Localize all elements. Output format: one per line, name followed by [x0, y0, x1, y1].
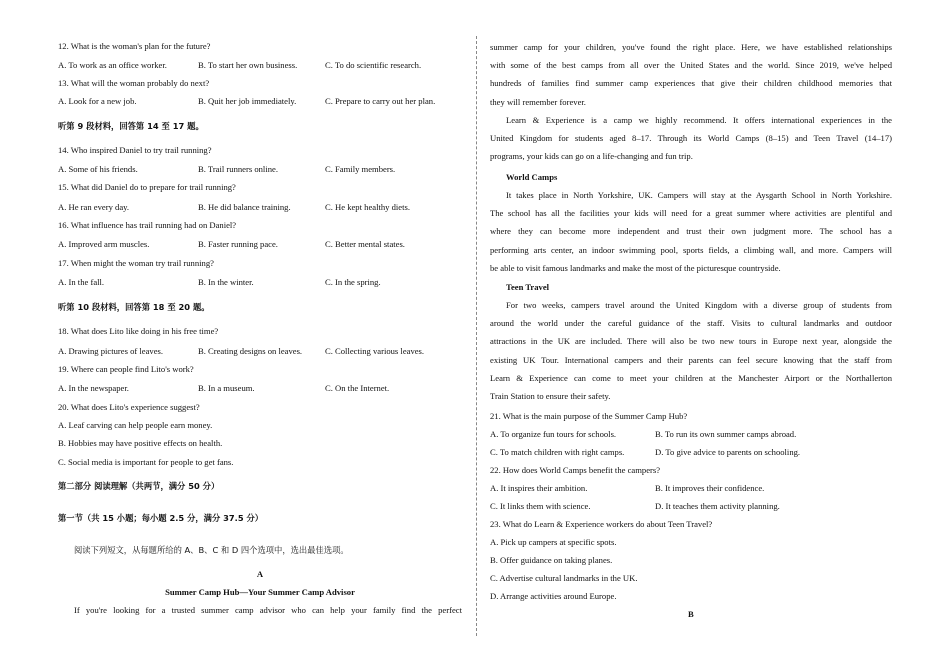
question-21-stem: 21. What is the main purpose of the Summer Camp Hub? [490, 411, 688, 421]
paragraph-line: with some of the best camps from all over the United States and the world. Since 2019, we've helped [490, 60, 892, 71]
question-16-stem: 16. What influence has trail running had on Daniel? [58, 220, 237, 230]
option-a: A. It inspires their ambition. [490, 483, 588, 493]
option-a: A. To organize fun tours for schools. [490, 429, 617, 439]
question-20-option-b: B. Hobbies may have positive effects on health. [58, 438, 223, 448]
option-c: C. Prepare to carry out her plan. [325, 96, 436, 106]
question-19-stem: 19. Where can people find Lito's work? [58, 364, 194, 374]
paragraph-line: It takes place in North Yorkshire, UK. Campers will stay at the Aysgarth School in North Yorkshire. [506, 190, 892, 200]
question-13-stem: 13. What will the woman probably do next? [58, 78, 210, 88]
question-17-stem: 17. When might the woman try trail running? [58, 258, 214, 268]
option-b: B. In the winter. [198, 277, 254, 287]
question-23-stem: 23. What do Learn & Experience workers do about Teen Travel? [490, 519, 713, 529]
option-b: B. To start her own business. [198, 60, 298, 70]
passage-paragraph-3 [490, 186, 892, 277]
column-divider [476, 36, 477, 636]
option-a: A. Some of his friends. [58, 164, 138, 174]
option-c: C. To match children with right camps. [490, 447, 625, 457]
paragraph-line: hundreds of families find summer camp experiences that give their children childhood memories that [490, 78, 892, 89]
reading-instruction: 阅读下列短文，从每题所给的 A、B、C 和 D 四个选项中，选出最佳选项。 [74, 545, 349, 555]
option-b: B. In a museum. [198, 383, 255, 393]
option-d: D. It teaches them activity planning. [655, 501, 780, 511]
option-b: B. It improves their confidence. [655, 483, 765, 493]
option-c: C. To do scientific research. [325, 60, 422, 70]
option-d: D. To give advice to parents on schooling. [655, 447, 801, 457]
passage-first-line: If you're looking for a trusted summer camp advisor who can help your family find the perfect [74, 605, 462, 615]
option-a: A. In the fall. [58, 277, 105, 287]
option-b: B. He did balance training. [198, 202, 291, 212]
option-c: C. He kept healthy diets. [325, 202, 410, 212]
question-22-stem: 22. How does World Camps benefit the campers? [490, 465, 661, 475]
passage-title: Summer Camp Hub—Your Summer Camp Advisor [165, 587, 355, 597]
section-one-header: 第一节（共 15 小题；每小题 2.5 分，满分 37.5 分） [58, 513, 264, 523]
paragraph-line: The school has all the facilities your kids will need for a great summer where activities are plentiful and [490, 208, 892, 219]
option-a: A. Drawing pictures of leaves. [58, 346, 164, 356]
paragraph-line: programs, your kids can go on a life-changing and fun trip. [490, 151, 693, 162]
option-c: C. Better mental states. [325, 239, 405, 249]
option-b: B. Trail runners online. [198, 164, 278, 174]
option-a: A. In the newspaper. [58, 383, 129, 393]
option-c: C. It links them with science. [490, 501, 591, 511]
option-c: C. Collecting various leaves. [325, 346, 425, 356]
paragraph-line: where they can become more independent and trust their own judgment more. The school has a [490, 226, 892, 237]
paragraph-line: summer camp for your children, you've found the right place. Here, we have established relationships [490, 42, 892, 52]
paragraph-line: around the world under the careful guidance of the staff. Visits to cultural landmarks and outdoor [490, 318, 892, 329]
paragraph-line: United Kingdom for students aged 8–17. Through its World Camps (8–15) and Teen Travel (14–17) [490, 133, 892, 144]
option-b: B. Quit her job immediately. [198, 96, 297, 106]
option-b: B. Faster running pace. [198, 239, 278, 249]
paragraph-line: they will remember forever. [490, 96, 586, 107]
option-b: B. To run its own summer camps abroad. [655, 429, 797, 439]
option-a: A. Look for a new job. [58, 96, 137, 106]
question-23-option-a: A. Pick up campers at specific spots. [490, 537, 617, 547]
passage-paragraph-2 [490, 111, 892, 166]
passage-letter-b: B [688, 609, 694, 619]
paragraph-line: For two weeks, campers travel around the United Kingdom with a diverse group of students from [506, 300, 892, 310]
option-b: B. Creating designs on leaves. [198, 346, 303, 356]
paragraph-line: Train Station to ensure their safety. [490, 391, 611, 402]
heading-world-camps: World Camps [506, 172, 558, 182]
question-18-stem: 18. What does Lito like doing in his free time? [58, 326, 219, 336]
question-20-option-c: C. Social media is important for people to get fans. [58, 457, 234, 467]
section-header-9: 听第 9 段材料，回答第 14 至 17 题。 [58, 121, 204, 131]
passage-paragraph-1 [490, 38, 892, 111]
question-23-option-b: B. Offer guidance on taking planes. [490, 555, 613, 565]
part-two-header: 第二部分 阅读理解（共两节，满分 50 分） [58, 481, 220, 491]
question-23-option-c: C. Advertise cultural landmarks in the UK. [490, 573, 638, 583]
question-20-stem: 20. What does Lito's experience suggest? [58, 402, 200, 412]
question-15-stem: 15. What did Daniel do to prepare for trail running? [58, 182, 236, 192]
section-header-10: 听第 10 段材料，回答第 18 至 20 题。 [58, 302, 210, 312]
paragraph-line: be able to visit famous landmarks and make the most of the picturesque countryside. [490, 262, 781, 273]
heading-teen-travel: Teen Travel [506, 282, 550, 292]
paragraph-line: existing UK Tour. International campers and their parents can feel secure knowing that the staff from [490, 354, 892, 365]
paragraph-line: performing arts center, an indoor swimming pool, sports fields, a climbing wall, and more. Campers will [490, 244, 892, 255]
option-a: A. He ran every day. [58, 202, 130, 212]
passage-paragraph-4 [490, 296, 892, 405]
question-20-option-a: A. Leaf carving can help people earn money. [58, 420, 213, 430]
passage-letter-a: A [256, 569, 264, 579]
question-23-option-d: D. Arrange activities around Europe. [490, 591, 617, 601]
option-c: C. On the Internet. [325, 383, 390, 393]
question-14-stem: 14. Who inspired Daniel to try trail running? [58, 145, 212, 155]
question-12-stem: 12. What is the woman's plan for the future? [58, 41, 211, 51]
option-c: C. In the spring. [325, 277, 381, 287]
paragraph-line: attractions in the UK are included. There will also be two new tours in Europe next year, alongside the [490, 336, 892, 347]
option-a: A. To work as an office worker. [58, 60, 167, 70]
option-c: C. Family members. [325, 164, 396, 174]
paragraph-line: Learn & Experience can come to meet your children at the Manchester Airport or the Northallerton [490, 372, 892, 383]
option-a: A. Improved arm muscles. [58, 239, 150, 249]
paragraph-line: Learn & Experience is a camp we highly recommend. It offers international experiences in the [506, 115, 892, 125]
